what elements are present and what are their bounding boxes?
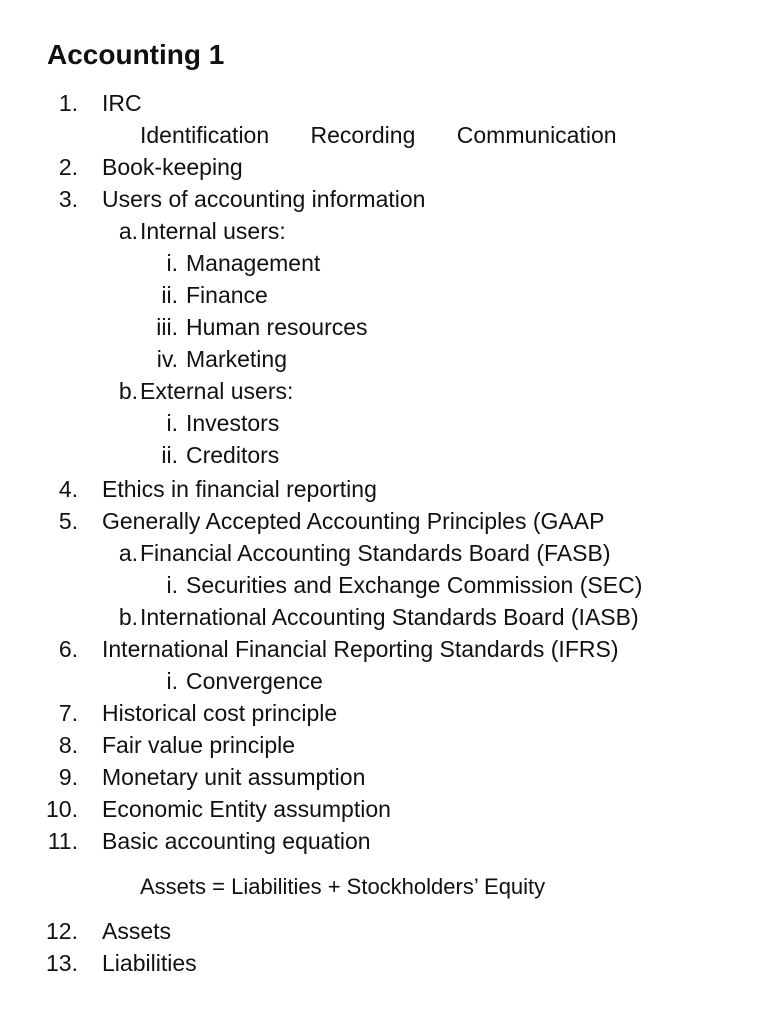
list-item-marker: 8. [58, 732, 78, 758]
list-item-marker: 5. [58, 508, 78, 534]
list-item [0, 375, 760, 407]
list-item-marker: 3. [58, 186, 78, 212]
list-item-text: Monetary unit assumption [102, 764, 366, 790]
list-item-marker: i. [166, 572, 178, 598]
list-item-text: Management [186, 250, 321, 276]
list-item [0, 505, 760, 537]
list-item [0, 407, 760, 439]
list-item-marker: a. [118, 540, 138, 566]
irc-term-recording: Recording [310, 122, 416, 148]
list-item-marker: 9. [58, 764, 78, 790]
list-item [0, 947, 760, 979]
list-item-marker: 11. [47, 828, 78, 854]
list-item-text: Investors [186, 410, 280, 436]
list-item-marker: a. [118, 218, 138, 244]
list-item-marker: b. [118, 604, 138, 630]
list-item [0, 183, 760, 215]
list-item-marker: iii. [156, 314, 178, 340]
list-item [0, 151, 760, 183]
list-item-text: Users of accounting information [102, 186, 426, 212]
list-item-text: Marketing [186, 346, 287, 372]
list-item-text: External users: [140, 378, 294, 404]
irc-term-identification: Identification [140, 122, 270, 148]
list-item-marker: 6. [58, 636, 78, 662]
list-item-text: Fair value principle [102, 732, 296, 758]
list-item [0, 279, 760, 311]
list-item [0, 343, 760, 375]
list-item-text: Assets [102, 918, 172, 944]
list-item [0, 311, 760, 343]
list-item-text: Liabilities [102, 950, 197, 976]
list-item [0, 87, 760, 119]
list-item-text: Book-keeping [102, 154, 243, 180]
list-item [0, 473, 760, 505]
list-item-marker: 4. [58, 476, 78, 502]
list-item-marker: i. [166, 250, 178, 276]
list-item-text: International Financial Reporting Standards (IFRS) [102, 636, 619, 662]
list-item [0, 537, 760, 569]
list-item-marker: i. [166, 410, 178, 436]
list-item-text: Economic Entity assumption [102, 796, 391, 822]
accounting-equation: Assets = Liabilities + Stockholders’ Equity [140, 874, 546, 899]
list-item [0, 915, 760, 947]
list-item [0, 601, 760, 633]
list-item-marker: 13. [46, 950, 78, 976]
list-item-marker: 2. [58, 154, 78, 180]
list-item-marker: 7. [58, 700, 78, 726]
list-item [0, 215, 760, 247]
list-item-text: Internal users: [140, 218, 286, 244]
list-item [0, 665, 760, 697]
list-item [0, 439, 760, 471]
list-item-marker: ii. [161, 282, 178, 308]
list-item [0, 697, 760, 729]
list-item [0, 729, 760, 761]
list-item-text: International Accounting Standards Board (IASB) [140, 604, 639, 630]
list-item [0, 569, 760, 601]
list-item-marker: b. [118, 378, 138, 404]
list-item-text: Creditors [186, 442, 280, 468]
list-item-text: IRC [102, 90, 142, 116]
list-item-text: Basic accounting equation [102, 828, 371, 854]
irc-term-communication: Communication [456, 122, 617, 148]
list-item-text: Securities and Exchange Commission (SEC) [186, 572, 643, 598]
list-item-marker: ii. [161, 442, 178, 468]
list-item [0, 633, 760, 665]
list-item-marker: 12. [46, 918, 78, 944]
page-title: Accounting 1 [47, 39, 225, 70]
irc-terms-row [140, 119, 652, 151]
list-item-marker: i. [166, 668, 178, 694]
list-item-marker: iv. [156, 346, 178, 372]
list-item [0, 793, 760, 825]
list-item-text: Generally Accepted Accounting Principles (GAAP [102, 508, 605, 534]
list-item [0, 825, 760, 857]
list-item-marker: 10. [46, 796, 78, 822]
list-item-text: Historical cost principle [102, 700, 338, 726]
list-item-marker: 1. [58, 90, 78, 116]
list-item-text: Ethics in financial reporting [102, 476, 377, 502]
list-item-text: Financial Accounting Standards Board (FASB) [140, 540, 611, 566]
list-item-text: Convergence [186, 668, 323, 694]
list-item-text: Finance [186, 282, 268, 308]
list-item [0, 247, 760, 279]
list-item [0, 761, 760, 793]
list-item-text: Human resources [186, 314, 368, 340]
